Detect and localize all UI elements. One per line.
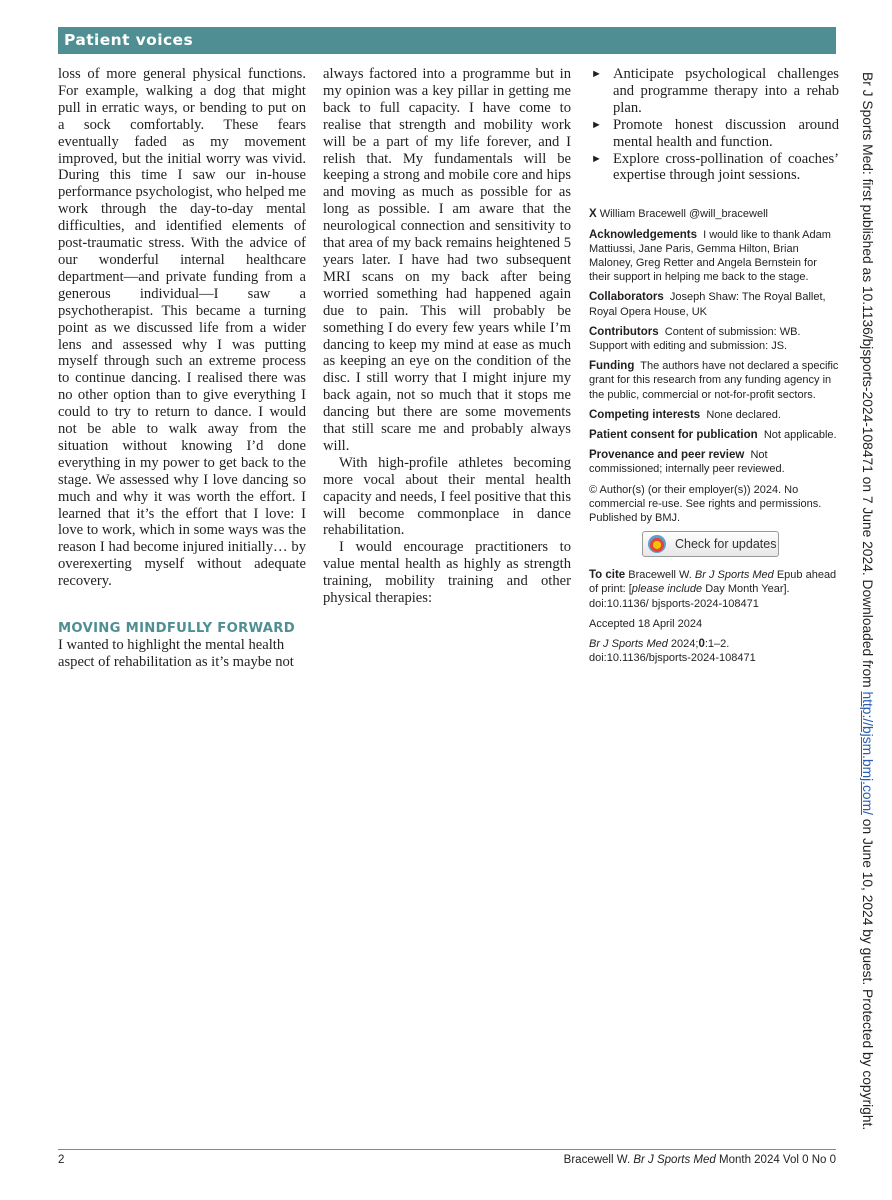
citation: To cite Bracewell W. Br J Sports Med Epub ahead of print: [please include Day Month Year]. doi:10.1136/ bjsports-2024-108471	[589, 569, 837, 610]
copyright-notice: © Author(s) (or their employer(s)) 2024. No commercial re-use. See rights and permissions. Published by BMJ.	[589, 483, 822, 524]
acknowledgements-text: I would like to thank Adam Mattiussi, Jane Paris, Gemma Hilton, Brian Maloney, Greg Retter and Angela Bernstein for their support in helping me back to the stage.	[589, 228, 831, 284]
acknowledgements-label: Acknowledgements	[589, 228, 697, 241]
section-title: Patient voices	[64, 31, 194, 49]
triangle-right-icon: ►	[591, 152, 602, 165]
patient-consent-text: Not applicable.	[763, 428, 837, 441]
doi-link[interactable]: doi:10.1136/bjsports-2024-108471	[589, 652, 756, 665]
patient-consent	[589, 428, 839, 442]
triangle-right-icon: ►	[591, 118, 602, 131]
x-handle	[589, 207, 839, 221]
provenance	[589, 448, 839, 476]
acknowledgements	[589, 228, 839, 285]
download-notice: Br J Sports Med: first published as 10.1136/bjsports-2024-108471 on 7 June 2024. Downloaded from http://bjsm.bmj.com/ on June 10, 2024 by guest. Protected by copyright.	[860, 72, 875, 1131]
body-paragraph: With high-profile athletes becoming more vocal about their mental health capacity and needs, I feel positive that this will become commonplace in dance rehabilitation.	[323, 454, 572, 539]
body-paragraph: I would encourage practitioners to value mental health as highly as strength training, mobility training and other physical therapies:	[323, 539, 571, 607]
provenance-text: Not commissioned; internally peer reviewed.	[589, 449, 785, 476]
journal-site-link[interactable]: http://bjsm.bmj.com/	[860, 691, 875, 815]
body-paragraph: I wanted to highlight the mental health aspect of rehabilitation as it’s maybe not	[58, 637, 294, 670]
contributors-text: Content of submission: WB. Support with editing and submission: JS.	[589, 325, 801, 352]
contributors-label: Contributors	[589, 325, 659, 338]
body-paragraph: loss of more general physical functions. For example, walking a dog that might pull in erratic ways, or bending to put on a sock comfortably. These fears eventually faded as my movement improved, but the initial worry was vivid. During this time I saw our in-house performance psychologist, who helped me work through the day-to-day mental difficulties, and identified elements of post-traumatic stress. With the advice of our wonderful internal healthcare department—and private funding from a generous individual—I saw a psychotherapist. This became a turning point as we discussed life from a wider lens and assessed why I was putting myself through such an extreme process to continue dancing. I realised there was no other option than to give everything I could to try to return to dance. I would not be able to walk away from the situation without knowing I’d done everything in my power to get back to the stage. We assessed why I love dancing so much and why it was worth the effort. I learned that it’s the effort that I love: I love to work, which in some ways was the reason I had become injured initially… by overexerting myself without adequate recovery.	[58, 66, 306, 590]
collaborators-text: Joseph Shaw: The Royal Ballet, Royal Opera House, UK	[589, 291, 826, 318]
list-item: ► Explore cross-pollination of coaches’ expertise through joint sessions.	[591, 150, 839, 184]
text-column-3	[589, 66, 839, 665]
crossmark-icon	[648, 535, 666, 553]
patient-consent-label: Patient consent for publication	[589, 428, 758, 441]
collaborators-label: Collaborators	[589, 291, 664, 304]
contributors	[589, 325, 839, 353]
recommendation-list	[589, 66, 839, 184]
text-column-2	[323, 66, 571, 607]
x-handle-text[interactable]: William Bracewell @will_bracewell	[599, 208, 768, 221]
triangle-right-icon: ►	[591, 68, 602, 80]
footer-divider	[58, 1149, 836, 1150]
competing-interests-text: None declared.	[706, 408, 781, 421]
body-paragraph: always factored into a programme but in my opinion was a key pillar in getting me back to full capacity. I have come to realise that strength and mobility work will be a part of my life forever, and I relish that. My fundamentals will be keeping a strong and mobile core and hips and moving as much as possible for as long as possible. I am aware that the neurological connection and sensitivity to that area of my back remains heightened 5 years later. I have had two subsequent MRI scans on my back after being worried something had happened again due to pain. This will probably be something I do every few years while I’m dancing to keep my mind at ease as much as keeping an eye on the condition of the disc. I still worry that I might injure my back again, not so much that it stops me dancing but there are some movements that still scare me and probably always will.	[323, 66, 571, 454]
check-for-updates-button[interactable]	[642, 531, 779, 557]
accepted-date: Accepted 18 April 2024	[589, 617, 703, 630]
competing-interests-label: Competing interests	[589, 408, 701, 421]
section-header-bar	[58, 27, 836, 54]
funding-label: Funding	[589, 360, 635, 373]
funding	[589, 359, 839, 402]
collaborators	[589, 290, 839, 318]
competing-interests	[589, 408, 839, 422]
journal-reference: Br J Sports Med 2024;0:1–2. doi:10.1136/bjsports-2024-108471	[589, 638, 756, 665]
citation-label: To cite	[589, 569, 626, 582]
running-footer: Bracewell W. Br J Sports Med Month 2024 Vol 0 No 0	[563, 1154, 836, 1166]
text-column-1	[58, 66, 306, 671]
list-item: ► Promote honest discussion around mental health and function.	[591, 116, 839, 150]
funding-text: The authors have not declared a specific grant for this research from any funding agency in the public, commercial or not-for-profit sectors.	[589, 360, 839, 401]
x-logo-label: X	[589, 208, 597, 221]
check-for-updates-label: Check for updates	[675, 537, 777, 552]
section-heading: MOVING MINDFULLY FORWARD	[58, 621, 295, 637]
list-item: ► Anticipate psychological challenges and programme therapy into a rehab plan.	[591, 66, 839, 116]
page-number: 2	[58, 1154, 65, 1166]
provenance-label: Provenance and peer review	[589, 449, 745, 462]
